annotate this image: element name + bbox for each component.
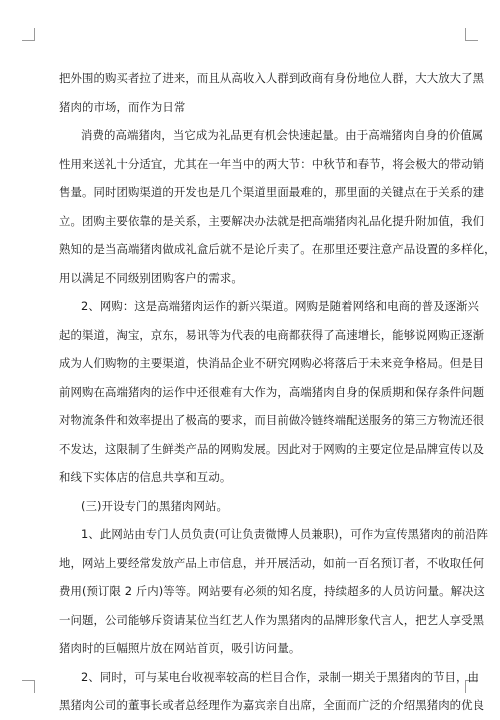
text-line: 2、同时，可与某电台收视率较高的栏目合作，录制一期关于黑猪肉的节目，由 — [81, 669, 480, 684]
text-line: 不发达，这限制了生鲜类产品的网购发展。因此对于网购的主要定位是品牌宣传以及 — [59, 441, 485, 456]
text-line: 和线下实体店的信息共享和互动。 — [59, 470, 232, 484]
text-line: 2、网购：这是高端猪肉运作的新兴渠道。网购是随着网络和电商的普及逐渐兴 — [81, 299, 480, 313]
text-line: 一问题，公司能够斥资请某位当红艺人作为黑猪肉的品牌形象代言人，把艺人享受黑 — [59, 612, 485, 627]
text-line: 立。团购主要依靠的是关系，主要解决办法就是把高端猪肉礼品化提升附加值，我们 — [59, 213, 485, 228]
text-line: 地，网站上要经常发放产品上市信息，并开展活动，如前一百名预订者，不收取任何 — [59, 555, 485, 570]
text-line: 1、此网站由专门人员负责(可让负责微博人员兼职)，可作为宣传黑猪肉的前沿阵 — [81, 527, 489, 541]
text-line: 起的渠道，淘宝，京东，易讯等为代表的电商都获得了高速增长，能够说网购正逐渐 — [59, 327, 485, 342]
text-line: (三)开设专门的黑猪肉网站。 — [81, 498, 228, 513]
text-line: 熟知的是当高端猪肉做成礼盒后就不是论斤卖了。在那里还要注意产品设置的多样化， — [59, 242, 496, 256]
text-line: 对物流条件和效率提出了极高的要求，而目前做冷链终端配送服务的第三方物流还很 — [59, 413, 485, 427]
text-line: 成为人们购物的主要渠道，快消品企业不研究网购必将落后于未来竞争格局。但是目 — [59, 356, 485, 370]
document-body — [59, 64, 496, 720]
text-line: 猪肉的市场，而作为日常 — [59, 99, 186, 114]
crop-mark-bottom-left — [22, 680, 35, 693]
text-line: 售量。同时团购渠道的开发也是几个渠道里面最难的，那里面的关键点在于关系的建 — [59, 185, 485, 199]
text-line: 把外围的购买者拉了进来，而且从高收入人群到政商有身份地位人群，大大放大了黑 — [59, 71, 485, 85]
text-line: 消费的高端猪肉，当它成为礼品更有机会快速起量。由于高端猪肉自身的价值属 — [81, 128, 484, 142]
text-line: 猪肉时的巨幅照片放在网站首页，吸引访问量。 — [59, 641, 301, 655]
text-line: 性用来送礼十分适宜，尤其在一年当中的两大节：中秋节和春节，将会极大的带动销 — [59, 156, 485, 171]
text-line: 前网购在高端猪肉的运作中还很难有大作为，高端猪肉自身的保质期和保存条件问题 — [59, 384, 485, 399]
text-line: 用以满足不同级别团购客户的需求。 — [59, 270, 243, 285]
crop-mark-top-left — [22, 28, 35, 41]
crop-mark-top-right — [465, 28, 478, 41]
text-line: 费用(预订限 2 斤内)等等。网站要有必须的知名度，持续超多的人员访问量。解决这 — [59, 584, 486, 598]
text-line: 黑猪肉公司的董事长或者总经理作为嘉宾亲自出席，全面而广泛的介绍黑猪肉的优良 — [59, 698, 485, 712]
